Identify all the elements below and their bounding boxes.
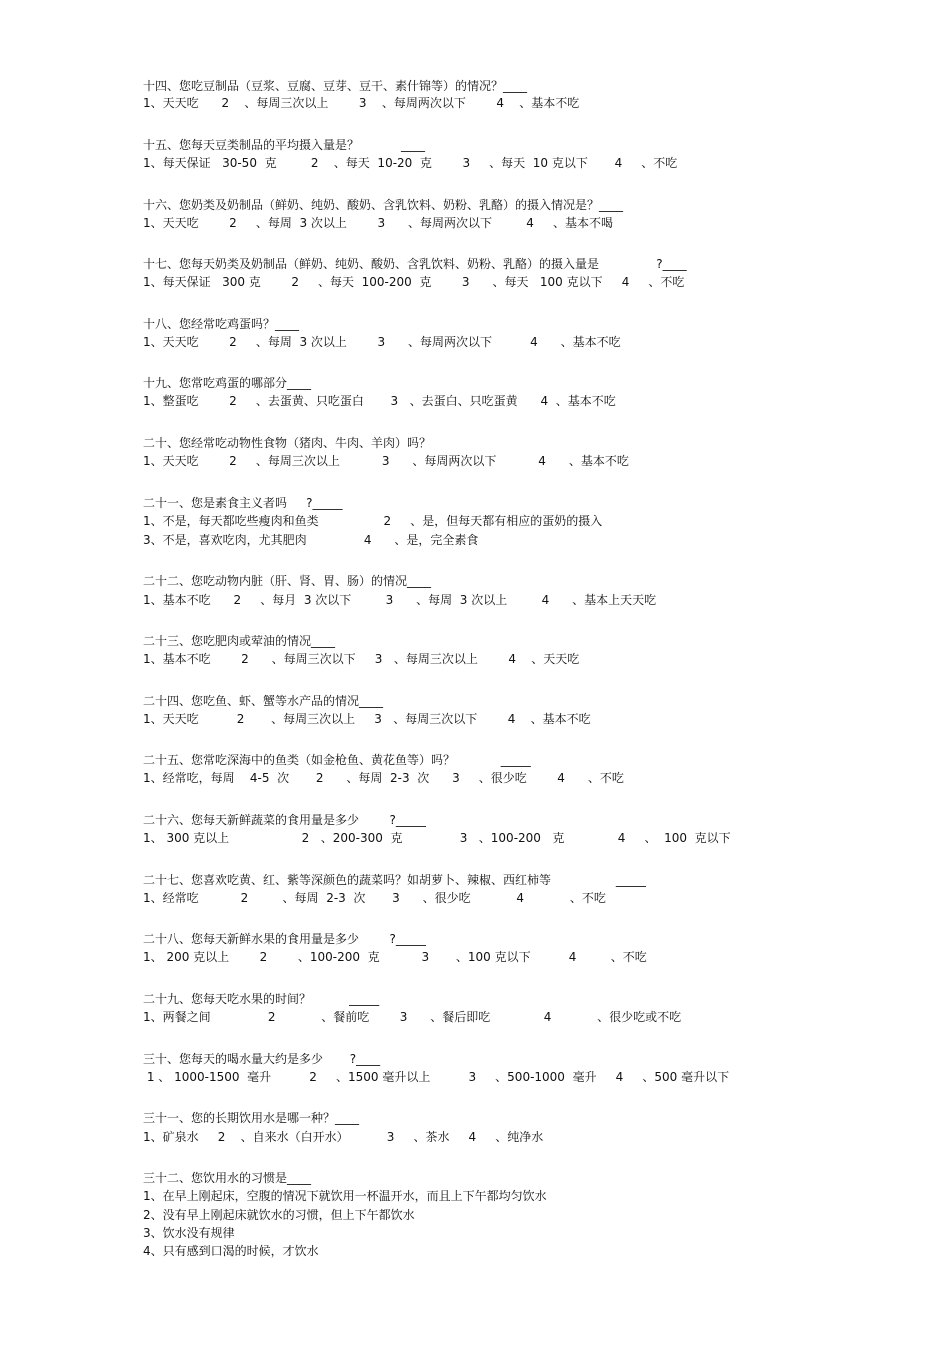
question-title: 二十九、您每天吃水果的时间？ _____: [143, 992, 380, 1006]
question-options: 1 、 1000-1500 毫升 2 、1500 毫升以上 3 、500-1000 毫升 4 、500 毫升以下: [143, 1070, 730, 1084]
question-options: 1、经常吃 2 、每周 2-3 次 3 、很少吃 4 、不吃: [143, 891, 606, 905]
question-options: 1、每天保证 300 克 2 、每天 100-200 克 3 、每天 100 克以下 4 、不吃: [143, 275, 685, 289]
question-title: 二十五、您常吃深海中的鱼类（如金枪鱼、黄花鱼等）吗？ _____: [143, 753, 531, 767]
question-options: 1、天天吃 2 、每周 3 次以上 3 、每周两次以下 4 、基本不喝: [143, 216, 614, 230]
question-title: 二十三、您吃肥肉或荤油的情况____: [143, 634, 336, 648]
question-options: 1、整蛋吃 2 、去蛋黄、只吃蛋白 3 、去蛋白、只吃蛋黄 4 、基本不吃: [143, 394, 616, 408]
question-options: 3、不是，喜欢吃肉，尤其肥肉 4 、是，完全素食: [143, 533, 479, 547]
question-options: 1、矿泉水 2 、自来水（白开水） 3 、茶水 4 、纯净水: [143, 1130, 544, 1144]
question-title: 二十二、您吃动物内脏（肝、肾、胃、肠）的情况____: [143, 574, 432, 588]
question-options: 1、天天吃 2 、每周 3 次以上 3 、每周两次以下 4 、基本不吃: [143, 335, 621, 349]
question-options: 1、天天吃 2 、每周三次以上 3 、每周两次以下 4 、基本不吃: [143, 96, 580, 110]
question-title: 二十、您经常吃动物性食物（猪肉、牛肉、羊肉）吗？: [143, 436, 432, 450]
question-title: 十四、您吃豆制品（豆浆、豆腐、豆芽、豆干、素什锦等）的情况？____: [143, 79, 528, 93]
question-options: 1、天天吃 2 、每周三次以上 3 、每周两次以下 4 、基本不吃: [143, 454, 629, 468]
question-options: 2、没有早上刚起床就饮水的习惯，但上下午都饮水: [143, 1208, 415, 1222]
question-title: 二十一、您是素食主义者吗 ?_____: [143, 496, 343, 510]
question-title: 十八、您经常吃鸡蛋吗？____: [143, 317, 300, 331]
question-options: 1、在早上刚起床，空腹的情况下就饮用一杯温开水，而且上下午都均匀饮水: [143, 1189, 547, 1203]
question-title: 二十六、您每天新鲜蔬菜的食用量是多少 ?_____: [143, 813, 426, 827]
question-title: 十五、您每天豆类制品的平均摄入量是？ ____: [143, 138, 425, 152]
question-title: 三十一、您的长期饮用水是哪一种？____: [143, 1111, 360, 1125]
question-options: 1、两餐之间 2 、餐前吃 3 、餐后即吃 4 、很少吃或不吃: [143, 1010, 682, 1024]
question-options: 1、每天保证 30-50 克 2 、每天 10-20 克 3 、每天 10 克以下 4 、不吃: [143, 156, 678, 170]
question-title: 三十、您每天的喝水量大约是多少 ?____: [143, 1052, 381, 1066]
question-title: 十九、您常吃鸡蛋的哪部分____: [143, 376, 312, 390]
question-options: 1、不是，每天都吃些瘦肉和鱼类 2 、是，但每天都有相应的蛋奶的摄入: [143, 514, 603, 528]
question-options: 1、基本不吃 2 、每月 3 次以下 3 、每周 3 次以上 4 、基本上天天吃: [143, 593, 657, 607]
question-options: 1、 300 克以上 2 、200-300 克 3 、100-200 克 4 、 100 克以下: [143, 831, 731, 845]
question-options: 1、经常吃，每周 4-5 次 2 、每周 2-3 次 3 、很少吃 4 、不吃: [143, 771, 624, 785]
question-title: 三十二、您饮用水的习惯是____: [143, 1171, 312, 1185]
question-title: 二十七、您喜欢吃黄、红、紫等深颜色的蔬菜吗？如胡萝卜、辣椒、西红柿等 _____: [143, 873, 646, 887]
question-options: 3、饮水没有规律: [143, 1226, 235, 1240]
question-title: 二十四、您吃鱼、虾、蟹等水产品的情况____: [143, 694, 384, 708]
question-options: 1、 200 克以上 2 、100-200 克 3 、100 克以下 4 、不吃: [143, 950, 647, 964]
question-options: 4、只有感到口渴的时候，才饮水: [143, 1244, 319, 1258]
question-options: 1、天天吃 2 、每周三次以上 3 、每周三次以下 4 、基本不吃: [143, 712, 591, 726]
question-options: 1、基本不吃 2 、每周三次以下 3 、每周三次以上 4 、天天吃: [143, 652, 580, 666]
question-title: 十六、您奶类及奶制品（鲜奶、纯奶、酸奶、含乳饮料、奶粉、乳酪）的摄入情况是？____: [143, 198, 624, 212]
question-title: 二十八、您每天新鲜水果的食用量是多少 ?_____: [143, 932, 426, 946]
question-title: 十七、您每天奶类及奶制品（鲜奶、纯奶、酸奶、含乳饮料、奶粉、乳酪）的摄入量是 ?____: [143, 257, 687, 271]
